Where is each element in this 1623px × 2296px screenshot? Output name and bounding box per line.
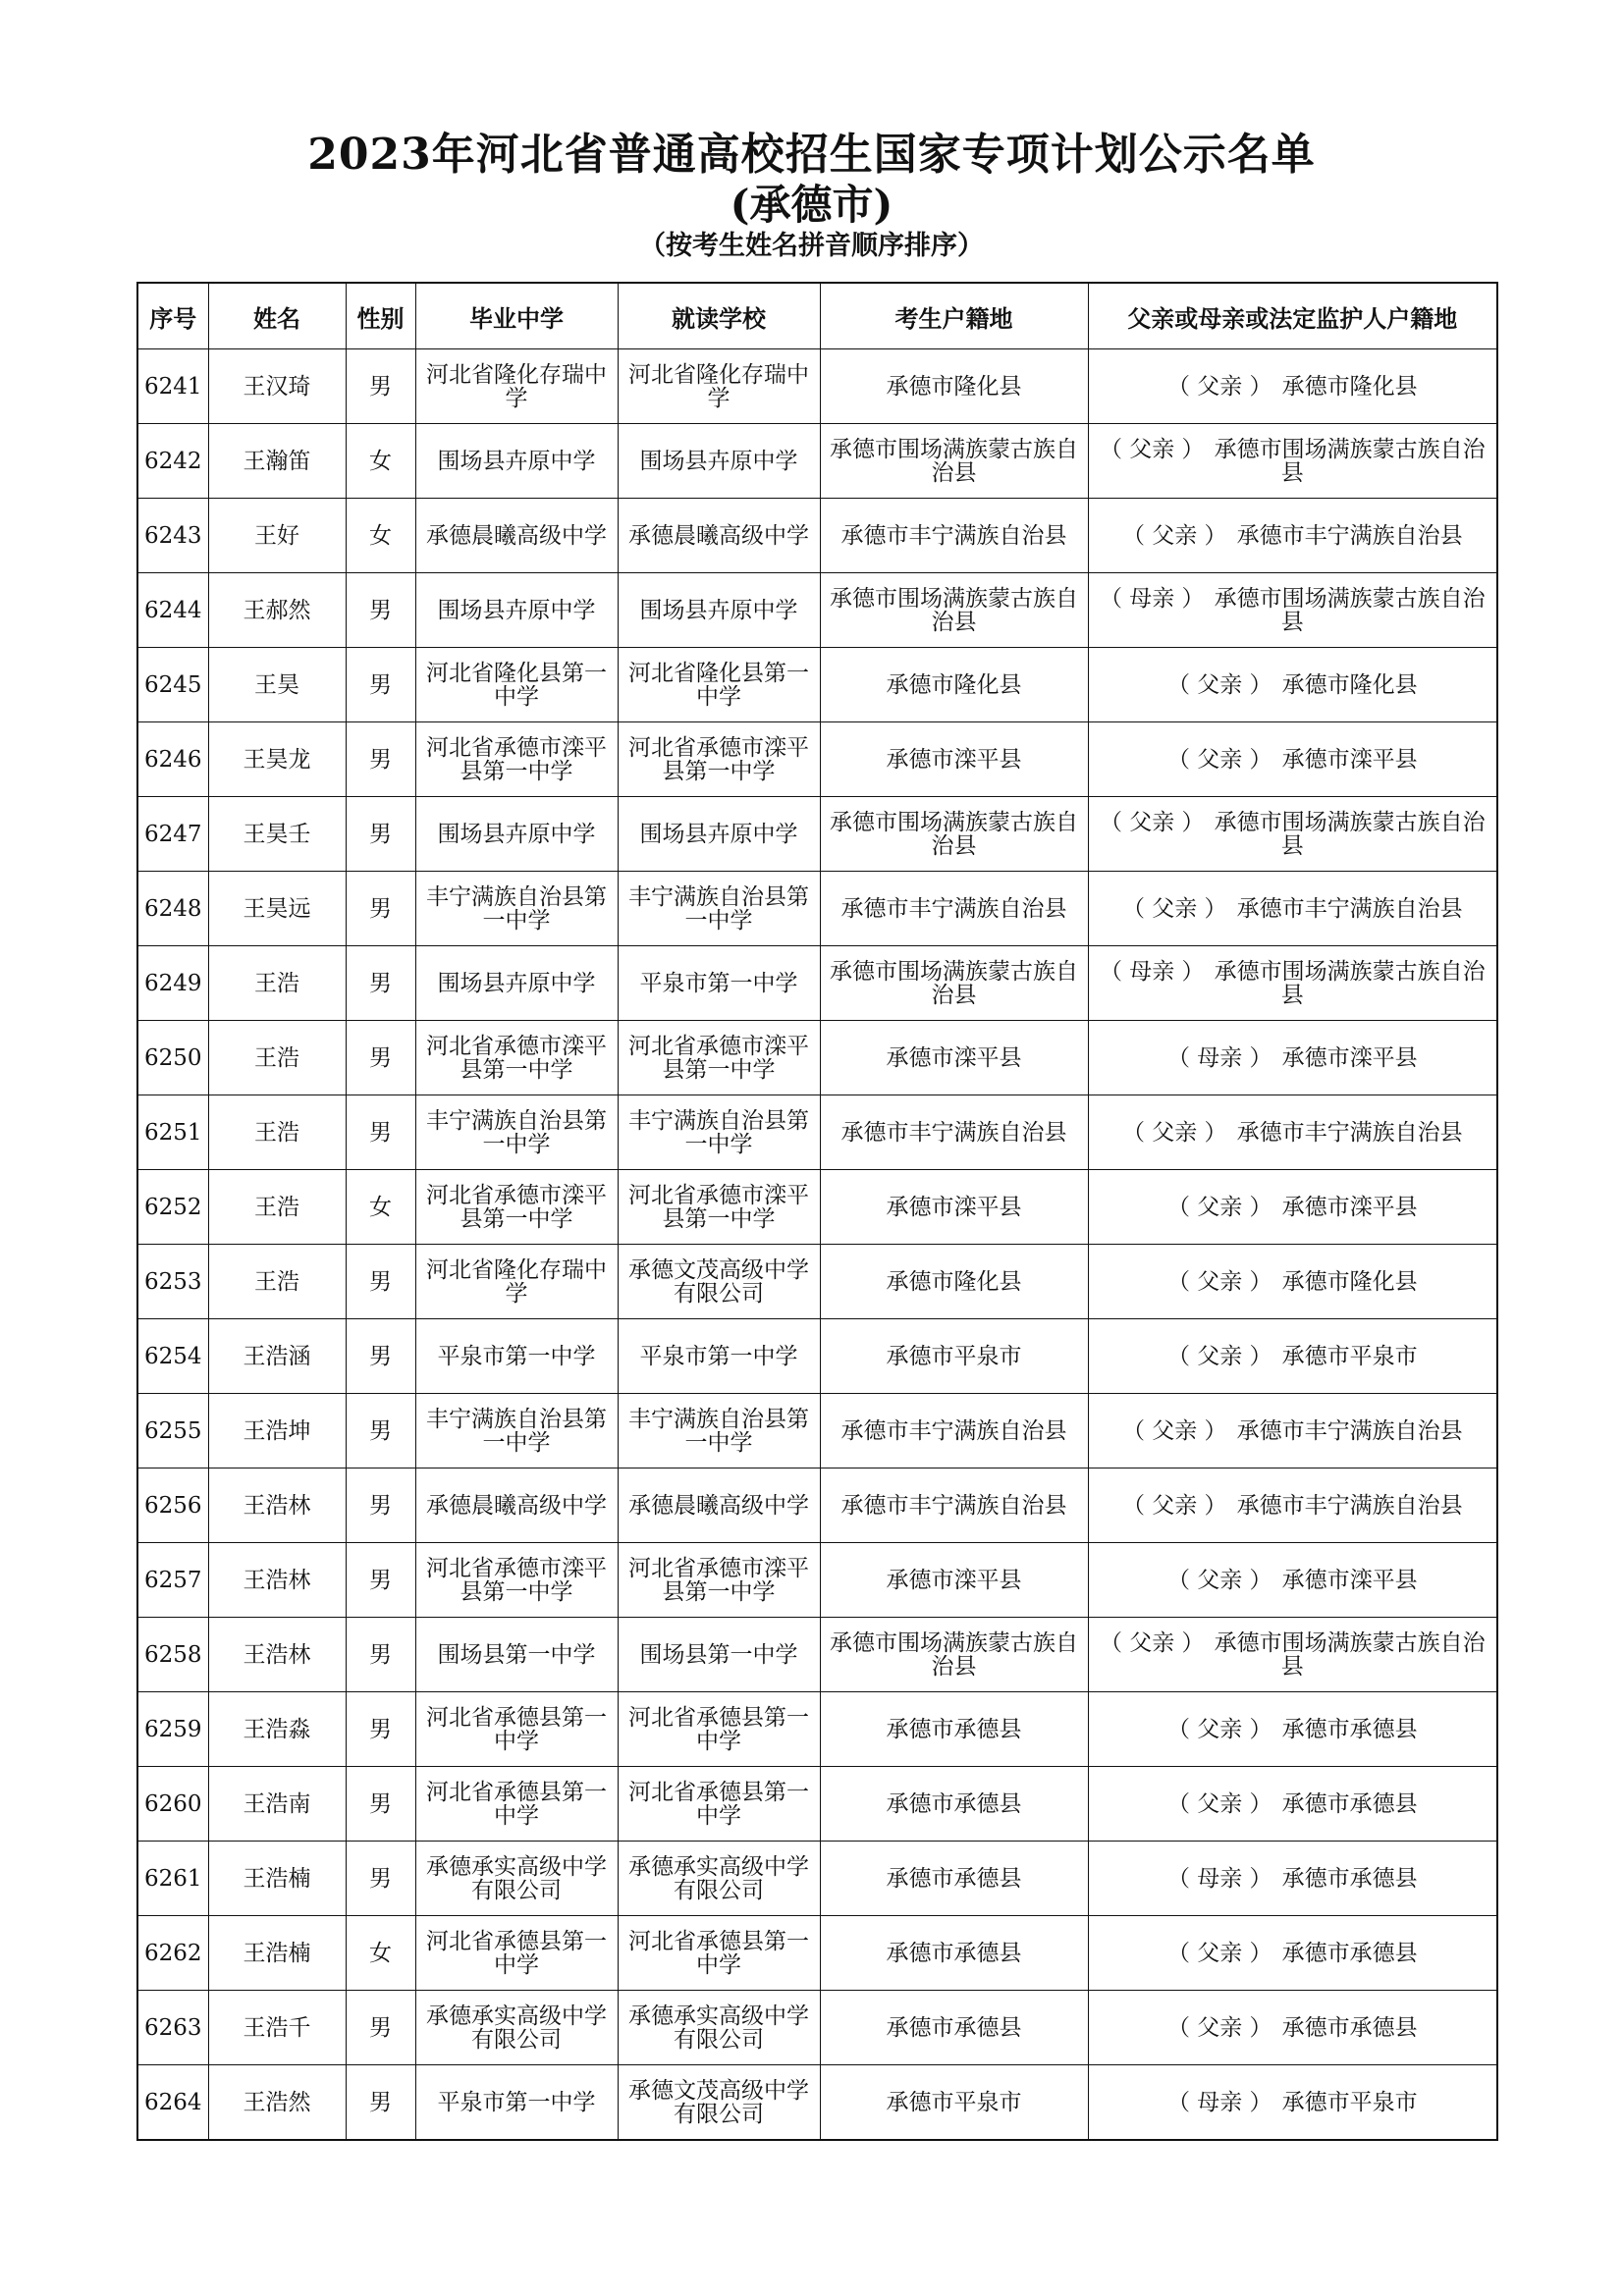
cell-gender: 男 (346, 1021, 415, 1095)
parent-relation: （ 父亲 ） (1166, 373, 1272, 400)
cell-gender: 男 (346, 1319, 415, 1394)
cell-name: 王昊 (208, 648, 346, 722)
cell-grad-school: 平泉市第一中学 (415, 2065, 618, 2141)
parent-hukou-text: 承德市围场满族蒙古族自治县 (1214, 1629, 1486, 1680)
cell-no: 6242 (137, 424, 208, 499)
table-row (137, 946, 1497, 1021)
cell-hukou: 承德市平泉市 (820, 2065, 1088, 2141)
cell-school: 河北省隆化存瑞中学 (618, 349, 820, 424)
cell-grad-school: 承德晨曦高级中学 (415, 1468, 618, 1543)
cell-name: 王浩然 (208, 2065, 346, 2141)
cell-parent-hukou (1088, 1468, 1497, 1543)
parent-hukou-text: 承德市隆化县 (1281, 671, 1418, 698)
cell-grad-school: 河北省隆化存瑞中学 (415, 1245, 618, 1319)
cell-hukou: 承德市围场满族蒙古族自治县 (820, 946, 1088, 1021)
parent-relation: （ 父亲 ） (1099, 809, 1205, 835)
cell-grad-school: 围场县卉原中学 (415, 573, 618, 648)
cell-gender: 男 (346, 1692, 415, 1767)
cell-parent-hukou (1088, 424, 1497, 499)
parent-hukou-text: 承德市丰宁满族自治县 (1236, 895, 1463, 922)
cell-gender: 男 (346, 722, 415, 797)
parent-hukou-text: 承德市滦平县 (1281, 1194, 1418, 1220)
cell-hukou: 承德市承德县 (820, 1842, 1088, 1916)
cell-no: 6254 (137, 1319, 208, 1394)
document-subtitle: (承德市) (730, 181, 893, 229)
cell-parent-hukou (1088, 1767, 1497, 1842)
cell-grad-school: 河北省隆化存瑞中学 (415, 349, 618, 424)
parent-relation: （ 父亲 ） (1166, 746, 1272, 773)
parent-relation: （ 父亲 ） (1166, 1940, 1272, 1966)
table-row (137, 1618, 1497, 1692)
cell-parent-hukou (1088, 1692, 1497, 1767)
cell-gender: 男 (346, 1543, 415, 1618)
cell-name: 王浩南 (208, 1767, 346, 1842)
cell-name: 王浩淼 (208, 1692, 346, 1767)
cell-school: 围场县第一中学 (618, 1618, 820, 1692)
table-row (137, 349, 1497, 424)
cell-hukou: 承德市承德县 (820, 1767, 1088, 1842)
cell-name: 王浩楠 (208, 1916, 346, 1991)
cell-parent-hukou (1088, 1021, 1497, 1095)
table-row (137, 1095, 1497, 1170)
cell-name: 王浩 (208, 1245, 346, 1319)
cell-parent-hukou (1088, 648, 1497, 722)
cell-school: 承德晨曦高级中学 (618, 499, 820, 573)
cell-hukou: 承德市围场满族蒙古族自治县 (820, 1618, 1088, 1692)
cell-no: 6250 (137, 1021, 208, 1095)
column-header-school: 就读学校 (618, 283, 820, 349)
cell-grad-school: 河北省承德县第一中学 (415, 1767, 618, 1842)
cell-no: 6249 (137, 946, 208, 1021)
table-row (137, 1916, 1497, 1991)
cell-gender: 女 (346, 1916, 415, 1991)
cell-grad-school: 承德承实高级中学有限公司 (415, 1991, 618, 2065)
parent-relation: （ 父亲 ） (1166, 1268, 1272, 1295)
cell-grad-school: 河北省承德市滦平县第一中学 (415, 1170, 618, 1245)
cell-school: 河北省承德县第一中学 (618, 1767, 820, 1842)
cell-parent-hukou (1088, 1842, 1497, 1916)
table-row (137, 1842, 1497, 1916)
parent-hukou-text: 承德市丰宁满族自治县 (1236, 1492, 1463, 1519)
cell-gender: 男 (346, 1618, 415, 1692)
cell-grad-school: 河北省承德市滦平县第一中学 (415, 1543, 618, 1618)
table-row (137, 872, 1497, 946)
cell-grad-school: 河北省承德市滦平县第一中学 (415, 722, 618, 797)
document-title: 2023年河北省普通高校招生国家专项计划公示名单 (307, 130, 1316, 180)
parent-relation: （ 母亲 ） (1099, 958, 1205, 985)
parent-hukou-text: 承德市丰宁满族自治县 (1236, 1119, 1463, 1146)
cell-name: 王浩林 (208, 1468, 346, 1543)
table-row (137, 797, 1497, 872)
cell-grad-school: 围场县卉原中学 (415, 946, 618, 1021)
column-header-gender: 性别 (346, 283, 415, 349)
cell-parent-hukou (1088, 1394, 1497, 1468)
table-row (137, 1394, 1497, 1468)
cell-hukou: 承德市围场满族蒙古族自治县 (820, 797, 1088, 872)
cell-name: 王浩千 (208, 1991, 346, 2065)
cell-school: 围场县卉原中学 (618, 424, 820, 499)
cell-gender: 男 (346, 1842, 415, 1916)
cell-hukou: 承德市隆化县 (820, 648, 1088, 722)
cell-gender: 男 (346, 797, 415, 872)
cell-no: 6258 (137, 1618, 208, 1692)
cell-parent-hukou (1088, 349, 1497, 424)
cell-parent-hukou (1088, 722, 1497, 797)
parent-hukou-text: 承德市围场满族蒙古族自治县 (1214, 585, 1486, 635)
cell-parent-hukou (1088, 1991, 1497, 2065)
table-row (137, 1543, 1497, 1618)
column-header-no: 序号 (137, 283, 208, 349)
cell-hukou: 承德市滦平县 (820, 1543, 1088, 1618)
parent-hukou-text: 承德市丰宁满族自治县 (1236, 1417, 1463, 1444)
cell-grad-school: 围场县卉原中学 (415, 797, 618, 872)
cell-grad-school: 围场县卉原中学 (415, 424, 618, 499)
cell-hukou: 承德市丰宁满族自治县 (820, 1394, 1088, 1468)
column-header-grad-school: 毕业中学 (415, 283, 618, 349)
cell-name: 王郝然 (208, 573, 346, 648)
cell-gender: 男 (346, 349, 415, 424)
cell-school: 河北省承德市滦平县第一中学 (618, 1170, 820, 1245)
parent-relation: （ 父亲 ） (1121, 1492, 1227, 1519)
cell-grad-school: 丰宁满族自治县第一中学 (415, 872, 618, 946)
cell-parent-hukou (1088, 1618, 1497, 1692)
parent-relation: （ 母亲 ） (1099, 585, 1205, 612)
cell-school: 平泉市第一中学 (618, 1319, 820, 1394)
table-row (137, 1170, 1497, 1245)
parent-relation: （ 父亲 ） (1166, 1567, 1272, 1593)
parent-relation: （ 父亲 ） (1121, 522, 1227, 549)
cell-hukou: 承德市滦平县 (820, 1021, 1088, 1095)
cell-parent-hukou (1088, 1095, 1497, 1170)
table-row (137, 1692, 1497, 1767)
cell-school: 河北省承德市滦平县第一中学 (618, 1021, 820, 1095)
parent-relation: （ 父亲 ） (1166, 1790, 1272, 1817)
table-row (137, 1767, 1497, 1842)
cell-grad-school: 围场县第一中学 (415, 1618, 618, 1692)
table-row (137, 1319, 1497, 1394)
table-row (137, 1468, 1497, 1543)
cell-school: 河北省承德县第一中学 (618, 1692, 820, 1767)
parent-relation: （ 父亲 ） (1166, 1194, 1272, 1220)
parent-relation: （ 母亲 ） (1166, 1044, 1272, 1071)
cell-hukou: 承德市承德县 (820, 1991, 1088, 2065)
cell-school: 河北省承德县第一中学 (618, 1916, 820, 1991)
column-header-name: 姓名 (208, 283, 346, 349)
cell-gender: 男 (346, 1095, 415, 1170)
cell-hukou: 承德市围场满族蒙古族自治县 (820, 573, 1088, 648)
cell-school: 承德承实高级中学有限公司 (618, 1842, 820, 1916)
parent-hukou-text: 承德市承德县 (1281, 1865, 1418, 1892)
column-header-hukou: 考生户籍地 (820, 283, 1088, 349)
header-row (137, 283, 1497, 349)
parent-hukou-text: 承德市平泉市 (1281, 2089, 1418, 2115)
parent-relation: （ 父亲 ） (1121, 895, 1227, 922)
column-header-parent-hukou: 父亲或母亲或法定监护人户籍地 (1088, 283, 1497, 349)
cell-parent-hukou (1088, 1543, 1497, 1618)
sort-note: （按考生姓名拼音顺序排序） (639, 231, 984, 261)
cell-name: 王汉琦 (208, 349, 346, 424)
cell-name: 王昊龙 (208, 722, 346, 797)
cell-school: 承德晨曦高级中学 (618, 1468, 820, 1543)
cell-school: 河北省隆化县第一中学 (618, 648, 820, 722)
cell-no: 6263 (137, 1991, 208, 2065)
cell-hukou: 承德市丰宁满族自治县 (820, 499, 1088, 573)
cell-school: 丰宁满族自治县第一中学 (618, 1095, 820, 1170)
table-row (137, 573, 1497, 648)
cell-name: 王浩坤 (208, 1394, 346, 1468)
cell-hukou: 承德市隆化县 (820, 1245, 1088, 1319)
parent-hukou-text: 承德市承德县 (1281, 2014, 1418, 2041)
parent-relation: （ 父亲 ） (1099, 436, 1205, 462)
parent-relation: （ 父亲 ） (1166, 2014, 1272, 2041)
cell-gender: 男 (346, 573, 415, 648)
cell-name: 王浩涵 (208, 1319, 346, 1394)
cell-school: 围场县卉原中学 (618, 573, 820, 648)
cell-hukou: 承德市承德县 (820, 1692, 1088, 1767)
cell-no: 6252 (137, 1170, 208, 1245)
cell-grad-school: 河北省承德县第一中学 (415, 1916, 618, 1991)
cell-parent-hukou (1088, 2065, 1497, 2141)
cell-no: 6257 (137, 1543, 208, 1618)
cell-gender: 男 (346, 2065, 415, 2141)
cell-grad-school: 河北省承德县第一中学 (415, 1692, 618, 1767)
cell-school: 承德文茂高级中学有限公司 (618, 2065, 820, 2141)
cell-gender: 男 (346, 1245, 415, 1319)
cell-grad-school: 河北省承德市滦平县第一中学 (415, 1021, 618, 1095)
cell-name: 王昊远 (208, 872, 346, 946)
cell-parent-hukou (1088, 1916, 1497, 1991)
cell-parent-hukou (1088, 1170, 1497, 1245)
cell-gender: 男 (346, 648, 415, 722)
cell-parent-hukou (1088, 797, 1497, 872)
cell-no: 6260 (137, 1767, 208, 1842)
cell-grad-school: 丰宁满族自治县第一中学 (415, 1394, 618, 1468)
parent-hukou-text: 承德市围场满族蒙古族自治县 (1214, 436, 1486, 486)
cell-gender: 男 (346, 872, 415, 946)
cell-name: 王浩 (208, 1021, 346, 1095)
table-row (137, 1991, 1497, 2065)
parent-hukou-text: 承德市承德县 (1281, 1940, 1418, 1966)
cell-gender: 女 (346, 499, 415, 573)
parent-hukou-text: 承德市滦平县 (1281, 746, 1418, 773)
parent-relation: （ 父亲 ） (1166, 1343, 1272, 1369)
cell-hukou: 承德市滦平县 (820, 722, 1088, 797)
cell-gender: 女 (346, 1170, 415, 1245)
cell-grad-school: 承德晨曦高级中学 (415, 499, 618, 573)
cell-parent-hukou (1088, 573, 1497, 648)
cell-parent-hukou (1088, 1245, 1497, 1319)
roster-table (136, 282, 1498, 2141)
cell-name: 王浩 (208, 946, 346, 1021)
cell-hukou: 承德市平泉市 (820, 1319, 1088, 1394)
table-row (137, 424, 1497, 499)
cell-hukou: 承德市隆化县 (820, 349, 1088, 424)
cell-grad-school: 河北省隆化县第一中学 (415, 648, 618, 722)
cell-name: 王好 (208, 499, 346, 573)
parent-hukou-text: 承德市隆化县 (1281, 373, 1418, 400)
cell-no: 6259 (137, 1692, 208, 1767)
cell-name: 王浩林 (208, 1618, 346, 1692)
cell-no: 6251 (137, 1095, 208, 1170)
cell-no: 6245 (137, 648, 208, 722)
cell-gender: 女 (346, 424, 415, 499)
cell-gender: 男 (346, 1394, 415, 1468)
cell-school: 平泉市第一中学 (618, 946, 820, 1021)
cell-no: 6262 (137, 1916, 208, 1991)
parent-hukou-text: 承德市承德县 (1281, 1716, 1418, 1742)
cell-gender: 男 (346, 1767, 415, 1842)
cell-no: 6256 (137, 1468, 208, 1543)
table-row (137, 499, 1497, 573)
table-row (137, 1021, 1497, 1095)
cell-hukou: 承德市丰宁满族自治县 (820, 872, 1088, 946)
cell-name: 王浩林 (208, 1543, 346, 1618)
parent-relation: （ 父亲 ） (1121, 1417, 1227, 1444)
cell-no: 6248 (137, 872, 208, 946)
parent-hukou-text: 承德市围场满族蒙古族自治县 (1214, 958, 1486, 1008)
cell-no: 6247 (137, 797, 208, 872)
parent-hukou-text: 承德市滦平县 (1281, 1044, 1418, 1071)
cell-grad-school: 承德承实高级中学有限公司 (415, 1842, 618, 1916)
cell-school: 丰宁满族自治县第一中学 (618, 872, 820, 946)
parent-hukou-text: 承德市平泉市 (1281, 1343, 1418, 1369)
cell-parent-hukou (1088, 1319, 1497, 1394)
cell-name: 王浩 (208, 1095, 346, 1170)
cell-hukou: 承德市丰宁满族自治县 (820, 1468, 1088, 1543)
cell-no: 6253 (137, 1245, 208, 1319)
parent-relation: （ 父亲 ） (1121, 1119, 1227, 1146)
parent-relation: （ 母亲 ） (1166, 2089, 1272, 2115)
cell-no: 6244 (137, 573, 208, 648)
cell-hukou: 承德市承德县 (820, 1916, 1088, 1991)
parent-relation: （ 父亲 ） (1166, 671, 1272, 698)
cell-hukou: 承德市丰宁满族自治县 (820, 1095, 1088, 1170)
cell-name: 王浩楠 (208, 1842, 346, 1916)
cell-no: 6243 (137, 499, 208, 573)
cell-no: 6261 (137, 1842, 208, 1916)
cell-hukou: 承德市围场满族蒙古族自治县 (820, 424, 1088, 499)
table-row (137, 1245, 1497, 1319)
cell-school: 承德承实高级中学有限公司 (618, 1991, 820, 2065)
cell-parent-hukou (1088, 946, 1497, 1021)
cell-name: 王昊壬 (208, 797, 346, 872)
parent-hukou-text: 承德市承德县 (1281, 1790, 1418, 1817)
parent-relation: （ 母亲 ） (1166, 1865, 1272, 1892)
cell-school: 河北省承德市滦平县第一中学 (618, 1543, 820, 1618)
cell-gender: 男 (346, 1991, 415, 2065)
cell-parent-hukou (1088, 872, 1497, 946)
cell-no: 6241 (137, 349, 208, 424)
parent-hukou-text: 承德市滦平县 (1281, 1567, 1418, 1593)
cell-name: 王瀚笛 (208, 424, 346, 499)
cell-no: 6255 (137, 1394, 208, 1468)
table-row (137, 648, 1497, 722)
cell-grad-school: 平泉市第一中学 (415, 1319, 618, 1394)
cell-hukou: 承德市滦平县 (820, 1170, 1088, 1245)
cell-gender: 男 (346, 1468, 415, 1543)
parent-hukou-text: 承德市丰宁满族自治县 (1236, 522, 1463, 549)
cell-grad-school: 丰宁满族自治县第一中学 (415, 1095, 618, 1170)
cell-no: 6264 (137, 2065, 208, 2141)
parent-hukou-text: 承德市隆化县 (1281, 1268, 1418, 1295)
table-row (137, 2065, 1497, 2141)
cell-gender: 男 (346, 946, 415, 1021)
cell-school: 丰宁满族自治县第一中学 (618, 1394, 820, 1468)
cell-school: 河北省承德市滦平县第一中学 (618, 722, 820, 797)
parent-hukou-text: 承德市围场满族蒙古族自治县 (1214, 809, 1486, 859)
cell-parent-hukou (1088, 499, 1497, 573)
parent-relation: （ 父亲 ） (1166, 1716, 1272, 1742)
cell-name: 王浩 (208, 1170, 346, 1245)
table-row (137, 722, 1497, 797)
cell-school: 承德文茂高级中学有限公司 (618, 1245, 820, 1319)
cell-no: 6246 (137, 722, 208, 797)
parent-relation: （ 父亲 ） (1099, 1629, 1205, 1656)
cell-school: 围场县卉原中学 (618, 797, 820, 872)
